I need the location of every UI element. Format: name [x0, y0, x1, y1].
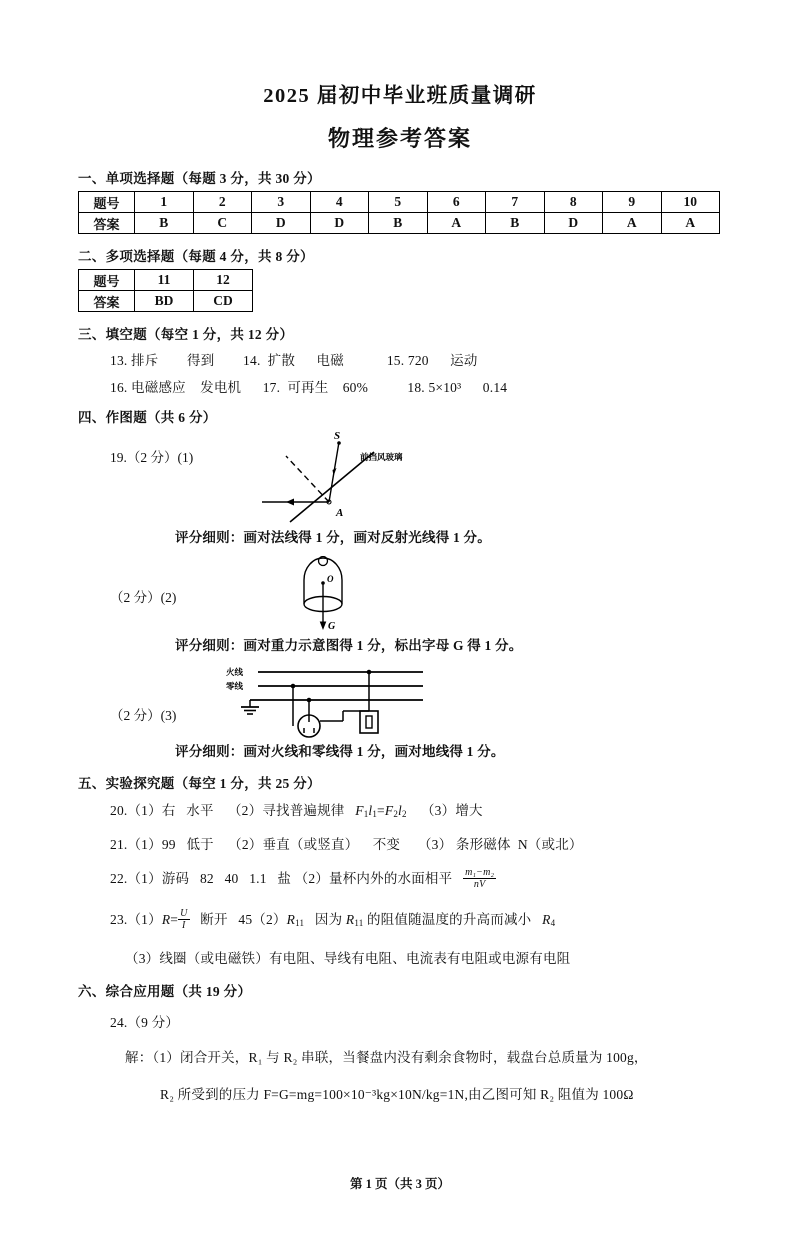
experiment-q20 [110, 799, 800, 819]
table-cell-question: 4 [310, 192, 369, 213]
comprehensive-q24-line2: R₂ 所受到的压力 F=G=mg=100×10⁻³kg×10N/kg=1N,由乙图可知 R₂ 阻值为 100Ω [160, 1086, 634, 1102]
label-neutral-wire: 零线 [226, 681, 244, 691]
row-header-question: 题号 [79, 270, 135, 291]
table-cell-question: 9 [603, 192, 662, 213]
fill-blank-line-2: 16. 电磁感应 发电机 17. 可再生 60% 18. 5×10³ 0.14 [110, 380, 508, 395]
q20-formula-l2: l [398, 803, 402, 818]
label-point-o: O [327, 574, 334, 584]
table-cell-question: 8 [544, 192, 603, 213]
section-heading-drawing: 四、作图题（共 6 分） [78, 410, 217, 425]
table-cell-answer: B [135, 213, 194, 234]
table-cell-answer: D [310, 213, 369, 234]
q23-r11a-sub: 11 [295, 917, 305, 928]
q23-fraction-denominator: I [182, 920, 186, 932]
page-title: 2025 届初中毕业班质量调研 [263, 85, 537, 107]
table-cell-answer: BD [135, 291, 194, 312]
row-header-question: 题号 [79, 192, 135, 213]
table-cell-question: 11 [135, 270, 194, 291]
table-cell-question: 12 [194, 270, 253, 291]
experiment-q21: 21.（1）99 低于 （2）垂直（或竖直） 不变 （3） 条形磁体 N（或北） [110, 837, 583, 852]
drawing-q3-block [0, 664, 800, 740]
q23-r4-sub: 4 [550, 917, 556, 928]
comprehensive-q24-line1: 解：（1）闭合开关，R₁ 与 R₂ 串联，当餐盘内没有剩余食物时，载盘台总质量为 100g， [125, 1049, 648, 1065]
q23-symbol-r4: R [542, 911, 551, 927]
page-subtitle: 物理参考答案 [327, 127, 472, 152]
table-cell-answer: D [252, 213, 311, 234]
table-cell-question: 3 [252, 192, 311, 213]
experiment-q23-line3: （3）线圈（或电磁铁）有电阻、导线有电阻、电流表有电阻或电源有电阻 [125, 950, 571, 966]
experiment-q22 [110, 867, 800, 892]
multi-choice-answer-table [78, 269, 253, 312]
drawing-q2-label: （2 分）(2) [110, 590, 177, 605]
experiment-q23 [110, 908, 800, 933]
q23-text-pre: 23.（1） [110, 911, 162, 927]
table-cell-answer: B [369, 213, 428, 234]
table-cell-question: 7 [486, 192, 545, 213]
table-cell-answer: A [603, 213, 662, 234]
q20-sub1: 1 [363, 809, 369, 819]
table-row-answers [79, 213, 720, 234]
q23-fraction [178, 908, 189, 932]
label-live-wire: 火线 [226, 667, 244, 677]
q20-text-pre: 20.（1）右 水平 （2）寻找普遍规律 [110, 803, 356, 818]
table-row-question-numbers [79, 192, 720, 213]
comprehensive-q24-label: 24.（9 分） [110, 1014, 180, 1030]
table-cell-question: 5 [369, 192, 428, 213]
q22-fraction [463, 867, 496, 891]
q20-eq: = [377, 803, 385, 818]
table-cell-answer: A [661, 213, 720, 234]
table-cell-answer: C [193, 213, 252, 234]
page-footer: 第 1 页（共 3 页） [349, 1177, 450, 1191]
gravity-diagram [282, 556, 402, 639]
q23-r11b-sub: 11 [354, 917, 364, 928]
section-heading-fill-blank: 三、填空题（每空 1 分，共 12 分） [78, 327, 294, 342]
table-cell-question: 10 [661, 192, 720, 213]
label-windshield: 前挡风玻璃 [360, 452, 403, 462]
label-point-s: S [334, 430, 341, 442]
label-force-g: G [328, 621, 336, 632]
table-cell-answer: D [544, 213, 603, 234]
household-circuit-diagram [208, 664, 438, 745]
section-heading-experiment: 五、实验探究题（每空 1 分，共 25 分） [78, 776, 321, 791]
q23-symbol-r11b: R [345, 911, 355, 927]
table-row-answers [79, 291, 253, 312]
q20-formula-f1: F [355, 803, 364, 818]
table-cell-question: 6 [427, 192, 486, 213]
table-cell-answer: A [427, 213, 486, 234]
answer-sheet-page [0, 78, 800, 1246]
reflection-diagram [262, 430, 442, 531]
drawing-q2-block [0, 556, 800, 634]
table-cell-answer: CD [194, 291, 253, 312]
table-cell-question: 2 [193, 192, 252, 213]
fill-blank-line-1: 13. 排斥 得到 14. 扩散 电磁 15. 720 运动 [110, 353, 478, 368]
section-heading-comprehensive: 六、综合应用题（共 19 分） [78, 983, 252, 999]
table-cell-answer: B [486, 213, 545, 234]
drawing-q19-label: 19.（2 分）(1) [110, 450, 194, 465]
section-heading-multi-choice: 二、多项选择题（每题 4 分，共 8 分） [78, 249, 314, 264]
q23-eq: = [170, 911, 179, 927]
q22-fraction-numerator: m₁−m₂ [465, 866, 495, 878]
q20-sub4: 2 [401, 809, 407, 819]
q23-text-mid3: 的阻值随温度的升高而减小 [363, 911, 543, 927]
label-point-a: A [336, 507, 344, 519]
table-row-question-numbers [79, 270, 253, 291]
table-cell-question: 1 [135, 192, 194, 213]
q22-text-pre: 22.（1）游码 82 40 1.1 盐 （2）量杯内外的水面相平 [110, 871, 464, 886]
drawing-q3-label: （2 分）(3) [110, 708, 177, 723]
row-header-answer: 答案 [79, 291, 135, 312]
q20-text-post: （3）增大 [406, 803, 483, 818]
single-choice-answer-table [78, 191, 720, 234]
q23-symbol-r: R [161, 911, 171, 927]
q23-symbol-r11a: R [286, 911, 296, 927]
drawing-q19-criteria: 评分细则：画对法线得 1 分，画对反射光线得 1 分。 [175, 530, 491, 545]
q23-text-mid: 断开 45（2） [189, 911, 287, 927]
q20-formula-f2: F [384, 803, 394, 818]
q22-fraction-denominator: nV [473, 879, 486, 891]
q23-fraction-numerator: U [180, 907, 188, 919]
section-heading-single-choice: 一、单项选择题（每题 3 分，共 30 分） [78, 171, 321, 186]
q20-sub2: 1 [372, 809, 378, 819]
drawing-q2-criteria: 评分细则：画对重力示意图得 1 分，标出字母 G 得 1 分。 [175, 638, 523, 653]
q20-formula-l1: l [368, 803, 373, 818]
row-header-answer: 答案 [79, 213, 135, 234]
drawing-q19-block [0, 430, 800, 526]
q20-sub3: 2 [393, 809, 399, 819]
drawing-q3-criteria: 评分细则：画对火线和零线得 1 分，画对地线得 1 分。 [175, 744, 505, 759]
q23-text-mid2: 因为 [304, 911, 346, 927]
